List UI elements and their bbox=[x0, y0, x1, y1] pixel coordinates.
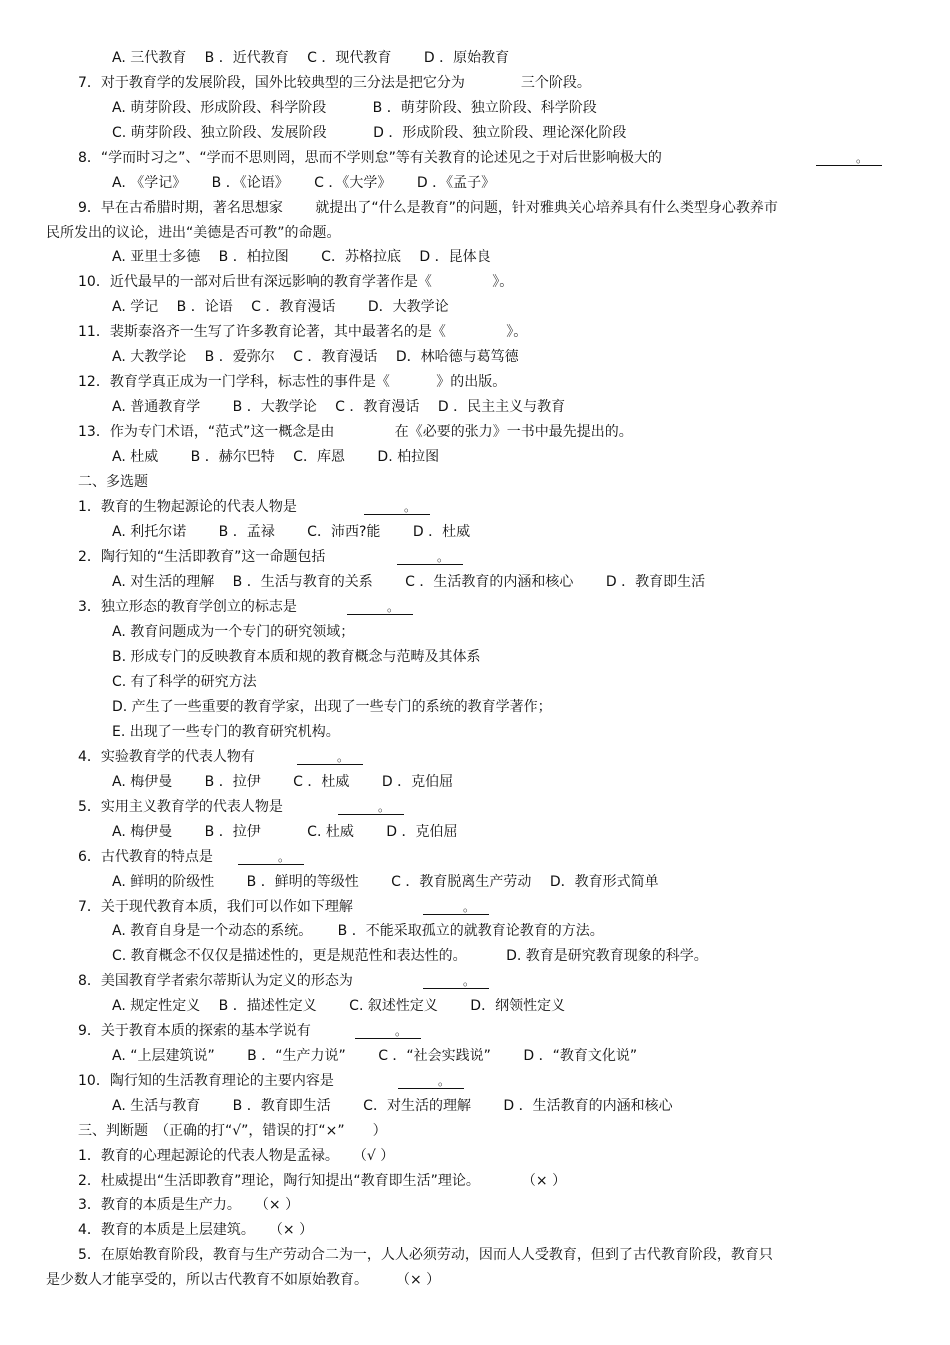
q7-options-cd: C. 萌芽阶段、独立阶段、发展阶段 D ．形成阶段、独立阶段、理论深化阶段 bbox=[112, 125, 627, 141]
q11-stem: 11．裴斯泰洛齐一生写了许多教育论著，其中最著名的是《 》。 bbox=[78, 324, 528, 340]
mc3-option-c: C. 有了科学的研究方法 bbox=[112, 674, 257, 690]
mc5-stem: 5．实用主义教育学的代表人物是 bbox=[78, 799, 283, 815]
mc6-options: A. 鲜明的阶级性 B ．鲜明的等级性 C ．教育脱离生产劳动 D．教育形式简单 bbox=[112, 874, 659, 890]
q7-stem: 7．对于教育学的发展阶段，国外比较典型的三分法是把它分为 三个阶段。 bbox=[78, 75, 591, 91]
mc3-option-b: B. 形成专门的反映教育本质和规的教育概念与范畴及其体系 bbox=[112, 649, 481, 665]
mc6-stem: 6．古代教育的特点是 bbox=[78, 849, 213, 865]
q9-options: A. 亚里士多德 B ．柏拉图 C．苏格拉底 D ．昆体良 bbox=[112, 249, 491, 265]
mc2-stem: 2．陶行知的“生活即教育”这一命题包括 bbox=[78, 549, 326, 565]
mc3-option-d: D. 产生了一些重要的教育学家，出现了一些专门的系统的教育学著作； bbox=[112, 699, 552, 715]
tf5: 5．在原始教育阶段，教育与生产劳动合二为一，人人必须劳动，因而人人受教育，但到了古代教育阶段，教育只 bbox=[78, 1247, 773, 1263]
mc7-options-cd: C. 教育概念不仅仅是描述性的，更是规范性和表达性的。 D. 教育是研究教育现象的科学。 bbox=[112, 948, 708, 964]
q8-stem: 8．“学而时习之”、“学而不思则罔，思而不学则怠”等有关教育的论述见之于对后世影响极大的 bbox=[78, 150, 662, 166]
mc1-answer-blank: 。 bbox=[364, 499, 430, 515]
mc6-answer-blank: 。 bbox=[238, 849, 304, 865]
mc7-answer-blank: 。 bbox=[423, 899, 489, 915]
tf3: 3．教育的本质是生产力。 （× ） bbox=[78, 1197, 300, 1213]
mc10-answer-blank: 。 bbox=[398, 1073, 464, 1089]
tf1: 1．教育的心理起源论的代表人物是孟禄。 （√ ） bbox=[78, 1148, 395, 1164]
q9-stem-cont: 民所发出的议论，进出“美德是否可教”的命题。 bbox=[46, 225, 341, 241]
q8-options: A. 《学记》 B ．《论语》 C ．《大学》 D ．《孟子》 bbox=[112, 175, 496, 191]
mc3-option-a: A. 教育问题成为一个专门的研究领域； bbox=[112, 624, 355, 640]
q9-stem: 9．早在古希腊时期，著名思想家 就提出了“什么是教育”的问题，针对雅典关心培养具有什么类型身心教养市 bbox=[78, 200, 778, 216]
mc3-answer-blank: 。 bbox=[347, 599, 413, 615]
mc7-stem: 7．关于现代教育本质，我们可以作如下理解 bbox=[78, 899, 353, 915]
mc8-answer-blank: 。 bbox=[423, 973, 489, 989]
mc9-stem: 9．关于教育本质的探索的基本学说有 bbox=[78, 1023, 311, 1039]
q11-options: A. 大教学论 B ．爱弥尔 C ．教育漫话 D．林哈德与葛笃德 bbox=[112, 349, 519, 365]
mc1-stem: 1．教育的生物起源论的代表人物是 bbox=[78, 499, 297, 515]
tf4: 4．教育的本质是上层建筑。 （× ） bbox=[78, 1222, 314, 1238]
q7-options-ab: A. 萌芽阶段、形成阶段、科学阶段 B ．萌芽阶段、独立阶段、科学阶段 bbox=[112, 100, 597, 116]
mc9-answer-blank: 。 bbox=[355, 1023, 421, 1039]
q6-options: A. 三代教育 B ．近代教育 C ．现代教育 D ．原始教育 bbox=[112, 50, 510, 66]
mc4-options: A. 梅伊曼 B ．拉伊 C ．杜威 D ．克伯屈 bbox=[112, 774, 454, 790]
mc5-options: A. 梅伊曼 B ．拉伊 C. 杜威 D ．克伯屈 bbox=[112, 824, 458, 840]
q12-options: A. 普通教育学 B ．大教学论 C ．教育漫话 D ．民主主义与教育 bbox=[112, 399, 566, 415]
section-true-false: 三、判断题 （正确的打“√”，错误的打“×” ） bbox=[78, 1123, 387, 1139]
mc3-option-e: E. 出现了一些专门的教育研究机构。 bbox=[112, 724, 340, 740]
mc10-stem: 10．陶行知的生活教育理论的主要内容是 bbox=[78, 1073, 334, 1089]
mc4-answer-blank: 。 bbox=[297, 749, 363, 765]
mc3-stem: 3．独立形态的教育学创立的标志是 bbox=[78, 599, 297, 615]
mc1-options: A. 利托尔诺 B ．孟禄 C．沛西?能 D ．杜威 bbox=[112, 524, 471, 540]
mc9-options: A. “上层建筑说” B ．“生产力说” C ．“社会实践说” D ．“教育文化说” bbox=[112, 1048, 638, 1064]
mc8-stem: 8．美国教育学者索尔蒂斯认为定义的形态为 bbox=[78, 973, 353, 989]
q10-options: A. 学记 B ．论语 C ．教育漫话 D．大教学论 bbox=[112, 299, 449, 315]
mc8-options: A. 规定性定义 B ．描述性定义 C. 叙述性定义 D．纲领性定义 bbox=[112, 998, 566, 1014]
q13-stem: 13．作为专门术语，“范式”这一概念是由 在《必要的张力》一书中最先提出的。 bbox=[78, 424, 633, 440]
q10-stem: 10．近代最早的一部对后世有深远影响的教育学著作是《 》。 bbox=[78, 274, 514, 290]
mc10-options: A. 生活与教育 B ．教育即生活 C．对生活的理解 D ．生活教育的内涵和核心 bbox=[112, 1098, 673, 1114]
mc2-options: A. 对生活的理解 B ．生活与教育的关系 C ．生活教育的内涵和核心 D ．教育即生活 bbox=[112, 574, 706, 590]
tf5-cont: 是少数人才能享受的，所以古代教育不如原始教育。 （× ） bbox=[46, 1272, 441, 1288]
tf2: 2．杜威提出“生活即教育”理论，陶行知提出“教育即生活”理论。 （× ） bbox=[78, 1173, 567, 1189]
q13-options: A. 杜威 B ．赫尔巴特 C．库恩 D. 柏拉图 bbox=[112, 449, 440, 465]
mc4-stem: 4．实验教育学的代表人物有 bbox=[78, 749, 255, 765]
mc5-answer-blank: 。 bbox=[338, 799, 404, 815]
mc2-answer-blank: 。 bbox=[397, 549, 463, 565]
mc7-options-ab: A. 教育自身是一个动态的系统。 B ．不能采取孤立的就教育论教育的方法。 bbox=[112, 923, 604, 939]
section-multiple-choice: 二、多选题 bbox=[78, 474, 148, 490]
q8-answer-blank: 。 bbox=[816, 150, 882, 166]
q12-stem: 12．教育学真正成为一门学科，标志性的事件是《 》的出版。 bbox=[78, 374, 507, 390]
